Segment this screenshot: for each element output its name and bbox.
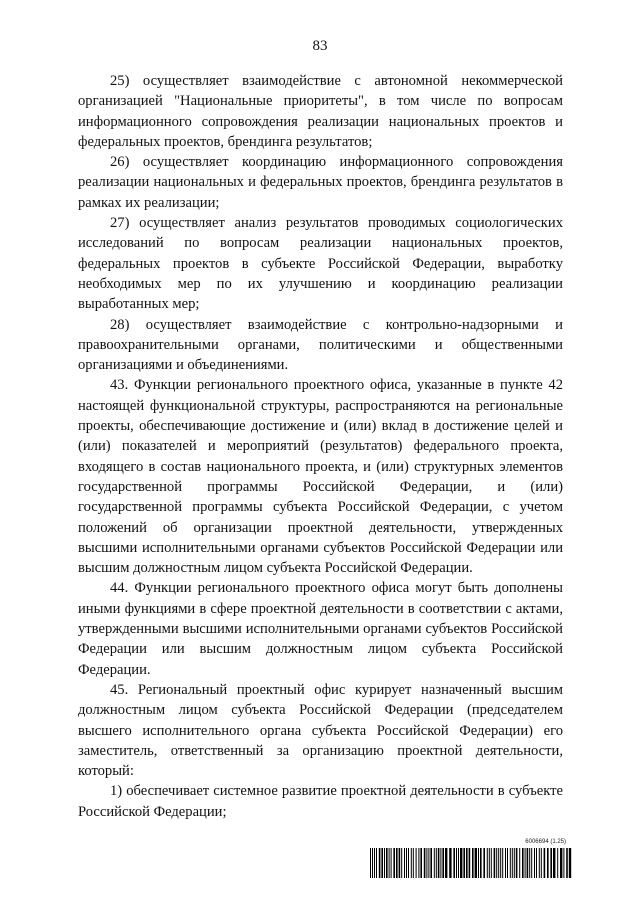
- document-body: [78, 71, 563, 822]
- paragraph-item-1: 1) обеспечивает системное развитие проектной деятельности в субъекте Российской Федерации;: [78, 783, 563, 820]
- paragraph-section-43: 43. Функции регионального проектного офиса, указанные в пункте 42 настоящей функциональной структуры, распространяются на региональные проекты, обеспечивающие достижение и (или) вклад в достижение целей и (или) показателей и мероприятий (результатов) федерального проекта, входящего в состав национального проекта, и (или) структурных элементов государственной программы Российской Федерации, и (или) государственной программы субъекта Российской Федерации, с учетом положений об организации проектной деятельности, утвержденных высшими исполнительными органами субъектов Российской Федерации или высшим должностным лицом субъекта Российской Федерации.: [78, 377, 563, 577]
- paragraph-section-45: 45. Региональный проектный офис курирует назначенный высшим должностным лицом субъекта Российской Федерации (председателем высшего исполнительного органа субъекта Российской Федерации) его заместитель, ответственный за организацию проектной деятельности, который:: [78, 681, 563, 780]
- paragraph-section-44: 44. Функции регионального проектного офиса могут быть дополнены иными функциями в сфере проектной деятельности в соответствии с актами, утвержденными высшими исполнительными органами субъектов Российской Федерации или высшим должностным лицом субъекта Российской Федерации.: [78, 580, 563, 678]
- page-number: 83: [312, 38, 328, 54]
- paragraph-item-26: 26) осуществляет координацию информационного сопровождения реализации национальных и федеральных проектов, брендинга результатов в рамках их реализации;: [78, 154, 563, 211]
- barcode-image: [369, 848, 572, 878]
- paragraph-item-27: 27) осуществляет анализ результатов проводимых социологических исследований по вопросам реализации национальных проектов, федеральных проектов в субъекте Российской Федерации, выработку необходимых мер по их улучшению и координацию реализации выработанных мер;: [78, 215, 563, 313]
- paragraph-item-25: 25) осуществляет взаимодействие с автономной некоммерческой организацией "Национальные приоритеты", в том числе по вопросам информационного сопровождения реализации национальных проектов и федеральных проектов, брендинга результатов;: [78, 73, 563, 150]
- barcode-block: [369, 839, 572, 878]
- barcode-caption: 6006694 (1.25): [525, 839, 566, 845]
- paragraph-item-28: 28) осуществляет взаимодействие с контрольно-надзорными и правоохранительными органами, политическими и общественными организациями и объединениями.: [78, 316, 563, 374]
